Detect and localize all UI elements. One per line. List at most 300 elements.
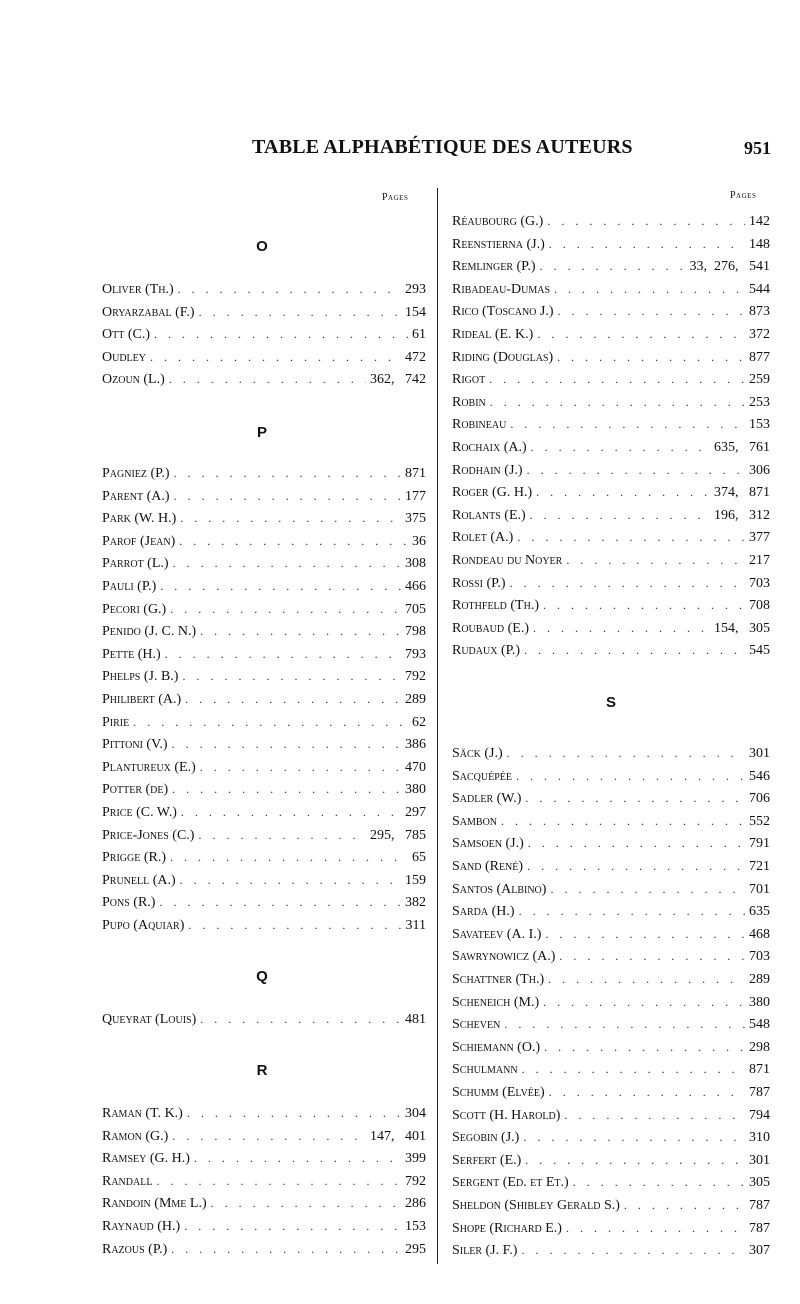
index-entry: [452, 1036, 770, 1058]
author-name: Rondeau du Noyer: [452, 553, 563, 568]
index-entry: [452, 810, 770, 832]
page-references: 721: [749, 859, 770, 874]
author-name: Pette (H.): [102, 646, 161, 662]
dot-leader: [545, 923, 745, 945]
dot-leader: [537, 323, 745, 345]
dot-leader: [540, 255, 686, 277]
page-references: 307: [749, 1243, 770, 1259]
page-references: 61: [412, 327, 426, 343]
index-entry: [102, 462, 426, 484]
dot-leader: [504, 1013, 745, 1035]
index-entry: [102, 1238, 426, 1260]
author-name: Queyrat (Louis): [102, 1012, 197, 1027]
dot-leader: [507, 742, 745, 764]
index-entry: [102, 778, 426, 800]
page-references: 295: [405, 1241, 426, 1257]
author-name: Price (C. W.): [102, 805, 177, 820]
index-entry: [452, 346, 770, 368]
author-name: Scheven: [452, 1017, 501, 1033]
page-references: 380: [749, 994, 770, 1010]
author-name: Schiemann (O.): [452, 1039, 541, 1055]
author-name: Pupo (Aquiar): [102, 918, 185, 933]
author-name: Scheneich (M.): [452, 994, 540, 1010]
author-name: Serfert (E.): [452, 1152, 522, 1168]
page-references: 793: [405, 646, 426, 662]
author-name: Ozoun (L.): [102, 372, 165, 388]
page-references: 871: [749, 1062, 770, 1078]
dot-leader: [154, 323, 408, 345]
page-references: 382: [405, 895, 426, 911]
index-entry: [452, 765, 770, 787]
index-entry: [452, 617, 770, 639]
index-entry: [102, 346, 426, 368]
index-entry: [452, 526, 770, 548]
page-references: 154, 305: [714, 620, 770, 636]
page-references: 708: [749, 598, 770, 614]
dot-leader: [159, 891, 401, 913]
page-references: 703: [749, 949, 770, 965]
page-references: 142: [749, 214, 770, 229]
dot-leader: [566, 549, 745, 571]
author-name: Sambon: [452, 813, 498, 829]
index-entry: [452, 549, 770, 571]
index-entry: [102, 801, 426, 823]
dot-leader: [548, 968, 745, 990]
dot-leader: [523, 1126, 745, 1148]
page-references: 871: [405, 466, 426, 481]
author-name: Parrot (L.): [102, 556, 169, 572]
dot-leader: [543, 594, 745, 616]
author-name: Roger (G. H.): [452, 485, 533, 501]
page-references: 635, 761: [714, 440, 770, 455]
author-name: Prunell (A.): [102, 872, 176, 888]
page-references: 372: [749, 327, 770, 342]
dot-leader: [550, 878, 745, 900]
page-references: 362, 742: [370, 372, 426, 388]
page-references: 148: [749, 236, 770, 252]
index-entry: [452, 1171, 770, 1193]
page-references: 153: [405, 1219, 426, 1234]
page-references: 154: [405, 304, 426, 320]
dot-leader: [170, 846, 408, 868]
author-name: Sarda (H.): [452, 904, 515, 920]
dot-leader: [174, 462, 401, 484]
author-name: Sacquépée: [452, 768, 513, 784]
author-name: Pons (R.): [102, 895, 156, 911]
dot-leader: [172, 1125, 366, 1147]
author-name: Razous (P.): [102, 1241, 168, 1257]
author-name: Raman (T. K.): [102, 1106, 183, 1121]
author-name: Rigot: [452, 372, 486, 388]
index-entry: [452, 436, 770, 458]
dot-leader: [554, 278, 745, 300]
pages-column-label: Pages: [730, 190, 757, 201]
dot-leader: [133, 711, 408, 733]
author-name: Sergent (Ed. et Et.): [452, 1175, 569, 1191]
author-name: Potter (de): [102, 782, 169, 798]
dot-leader: [527, 459, 745, 481]
author-name: Sand (René): [452, 859, 524, 874]
page-references: 298: [749, 1039, 770, 1055]
page-references: 548: [749, 1017, 770, 1033]
index-entry: [102, 278, 426, 300]
page-references: 873: [749, 304, 770, 320]
dot-leader: [150, 346, 401, 368]
index-entry: [452, 923, 770, 945]
dot-leader: [182, 665, 401, 687]
dot-leader: [184, 1215, 401, 1237]
index-entry: [452, 1149, 770, 1171]
author-name: Penido (J. C. N.): [102, 624, 197, 640]
author-name: Rico (Toscano J.): [452, 304, 554, 320]
index-entry: [452, 278, 770, 300]
page-references: 253: [749, 394, 770, 410]
page-references: 177: [405, 488, 426, 504]
dot-leader: [200, 620, 401, 642]
page-references: 794: [749, 1107, 770, 1123]
dot-leader: [510, 413, 745, 435]
page-references: 295, 785: [370, 827, 426, 843]
page-number: 951: [744, 138, 771, 158]
dot-leader: [490, 391, 745, 413]
author-name: Rothfeld (Th.): [452, 598, 539, 614]
author-name: Robin: [452, 394, 486, 410]
page-references: 703: [749, 575, 770, 591]
index-entry: [452, 1058, 770, 1080]
page-references: 305: [749, 1175, 770, 1191]
dot-leader: [559, 945, 745, 967]
index-entry: [102, 530, 426, 552]
dot-leader: [547, 210, 745, 232]
index-entry: [102, 1192, 426, 1214]
dot-leader: [510, 572, 745, 594]
author-name: Randoin (Mme L.): [102, 1196, 207, 1212]
dot-leader: [531, 436, 710, 458]
page-references: 544: [749, 281, 770, 297]
author-name: Plantureux (E.): [102, 759, 196, 775]
dot-leader: [170, 598, 401, 620]
page-references: 62: [412, 714, 426, 730]
index-entry: [452, 1104, 770, 1126]
index-entry: [102, 1102, 426, 1124]
index-entry: [452, 855, 770, 877]
dot-leader: [198, 824, 366, 846]
dot-leader: [519, 900, 745, 922]
dot-leader: [522, 1058, 745, 1080]
page-references: 798: [405, 624, 426, 640]
dot-leader: [194, 1147, 401, 1169]
index-entry: [452, 991, 770, 1013]
index-entry: [452, 368, 770, 390]
author-name: Reenstierna (J.): [452, 236, 545, 252]
page-references: 306: [749, 462, 770, 478]
author-name: Phelps (J. B.): [102, 669, 179, 685]
page-references: 159: [405, 872, 426, 888]
section-letter: S: [605, 694, 616, 711]
dot-leader: [530, 504, 710, 526]
dot-leader: [187, 1102, 401, 1124]
dot-leader: [573, 1171, 745, 1193]
author-name: Oryarzabal (F.): [102, 304, 195, 320]
page-references: 375: [405, 511, 426, 527]
index-entry: [452, 1126, 770, 1148]
page-references: 259: [749, 372, 770, 388]
author-name: Sawrynowicz (A.): [452, 949, 556, 965]
dot-leader: [525, 1149, 745, 1171]
index-entry: [452, 300, 770, 322]
page-references: 792: [405, 669, 426, 685]
index-entry: [452, 639, 770, 661]
index-entry: [102, 688, 426, 710]
author-name: Parof (Jean): [102, 533, 176, 549]
dot-leader: [528, 832, 745, 854]
page-references: 301: [749, 746, 770, 761]
index-entry: [452, 832, 770, 854]
dot-leader: [180, 507, 401, 529]
dot-leader: [566, 1217, 745, 1239]
page-references: 297: [405, 805, 426, 820]
author-name: Rideal (E. K.): [452, 327, 534, 342]
page-references: 65: [412, 850, 426, 866]
page-references: 33, 276, 541: [689, 259, 770, 275]
dot-leader: [564, 1104, 745, 1126]
index-entry: [452, 391, 770, 413]
page-title: TABLE ALPHABÉTIQUE DES AUTEURS: [252, 136, 633, 158]
index-entry: [102, 1125, 426, 1147]
index-entry: [452, 413, 770, 435]
author-name: Savateev (A. I.): [452, 926, 542, 942]
dot-leader: [172, 733, 401, 755]
author-name: Price-Jones (C.): [102, 827, 195, 843]
index-entry: [452, 1013, 770, 1035]
author-name: Oliver (Th.): [102, 282, 174, 297]
author-name: Säck (J.): [452, 746, 503, 761]
index-entry: [102, 620, 426, 642]
page-references: 791: [749, 836, 770, 852]
page-references: 787: [749, 1220, 770, 1236]
page-references: 399: [405, 1151, 426, 1167]
dot-leader: [169, 368, 366, 390]
index-entry: [452, 900, 770, 922]
page-references: 196, 312: [714, 507, 770, 523]
author-name: Oudley: [102, 349, 146, 365]
author-name: Shope (Richard E.): [452, 1220, 562, 1236]
author-name: Sheldon (Shibley Gerald S.): [452, 1198, 620, 1213]
index-entry: [452, 742, 770, 764]
page-references: 787: [749, 1085, 770, 1100]
author-name: Pirie: [102, 714, 130, 730]
index-entry: [452, 878, 770, 900]
page-references: 545: [749, 643, 770, 659]
index-entry: [102, 301, 426, 323]
index-entry: [102, 643, 426, 665]
page-references: 481: [405, 1012, 426, 1027]
author-name: Pittoni (V.): [102, 737, 168, 753]
page-references: 470: [405, 759, 426, 775]
section-letter: O: [256, 238, 268, 255]
index-entry: [452, 787, 770, 809]
page-references: 293: [405, 282, 426, 297]
dot-leader: [489, 368, 745, 390]
author-name: Schumm (Elvée): [452, 1085, 545, 1100]
page-references: 705: [405, 601, 426, 617]
author-name: Sadler (W.): [452, 791, 522, 807]
index-entry: [452, 1239, 770, 1261]
author-name: Robineau: [452, 417, 507, 433]
dot-leader: [543, 991, 745, 1013]
page-references: 304: [405, 1106, 426, 1121]
index-entry: [452, 210, 770, 232]
dot-leader: [188, 914, 401, 936]
index-entry: [452, 504, 770, 526]
author-name: Rossi (P.): [452, 575, 506, 591]
author-name: Réaubourg (G.): [452, 214, 544, 229]
page-references: 286: [405, 1196, 426, 1212]
author-name: Segobin (J.): [452, 1130, 520, 1146]
page-references: 289: [405, 692, 426, 707]
column-divider: [437, 188, 438, 1264]
dot-leader: [200, 756, 401, 778]
author-name: Rodhain (J.): [452, 462, 523, 478]
dot-leader: [172, 778, 401, 800]
page-references: 787: [749, 1198, 770, 1213]
index-entry: [102, 733, 426, 755]
author-name: Schulmann: [452, 1062, 518, 1078]
dot-leader: [171, 1238, 401, 1260]
page-references: 289: [749, 972, 770, 987]
page-references: 701: [749, 881, 770, 897]
index-entry: [102, 1147, 426, 1169]
author-name: Rolet (A.): [452, 530, 514, 546]
dot-leader: [624, 1194, 745, 1216]
index-entry: [102, 824, 426, 846]
index-entry: [102, 368, 426, 390]
index-entry: [102, 485, 426, 507]
index-entry: [102, 869, 426, 891]
index-entry: [452, 945, 770, 967]
author-name: Ribadeau-Dumas: [452, 281, 551, 297]
dot-leader: [178, 278, 401, 300]
page-references: 217: [749, 553, 770, 568]
dot-leader: [179, 530, 408, 552]
author-name: Scott (H. Harold): [452, 1107, 561, 1123]
author-name: Pecori (G.): [102, 601, 167, 617]
author-name: Rochaix (A.): [452, 440, 527, 455]
index-entry: [102, 756, 426, 778]
dot-leader: [173, 552, 401, 574]
page-references: 466: [405, 579, 426, 594]
author-name: Pauli (P.): [102, 579, 157, 594]
author-name: Parent (A.): [102, 488, 170, 504]
index-entry: [102, 598, 426, 620]
page-references: 552: [749, 813, 770, 829]
dot-leader: [174, 485, 401, 507]
page-references: 706: [749, 791, 770, 807]
index-entry: [452, 1194, 770, 1216]
page-references: 468: [749, 926, 770, 942]
index-entry: [102, 1215, 426, 1237]
index-entry: [102, 665, 426, 687]
author-name: Riding (Douglas): [452, 349, 554, 365]
author-name: Pagniez (P.): [102, 466, 170, 481]
page-references: 635: [749, 904, 770, 920]
dot-leader: [156, 1170, 401, 1192]
index-entry: [452, 481, 770, 503]
page-references: 301: [749, 1152, 770, 1168]
pages-column-label: Pages: [382, 192, 409, 203]
page-references: 472: [405, 349, 426, 365]
index-entry: [102, 711, 426, 733]
index-entry: [102, 575, 426, 597]
dot-leader: [521, 1239, 745, 1261]
page-references: 311: [405, 918, 426, 933]
dot-leader: [211, 1192, 401, 1214]
index-entry: [452, 459, 770, 481]
index-entry: [452, 1081, 770, 1103]
dot-leader: [544, 1036, 745, 1058]
index-entry: [102, 1170, 426, 1192]
dot-leader: [180, 869, 401, 891]
page-references: 153: [749, 417, 770, 433]
dot-leader: [517, 526, 745, 548]
dot-leader: [525, 787, 745, 809]
index-entry: [102, 507, 426, 529]
index-entry: [102, 914, 426, 936]
page-references: 380: [405, 782, 426, 798]
index-entry: [102, 891, 426, 913]
author-name: Rudaux (P.): [452, 643, 521, 659]
page-references: 546: [749, 768, 770, 784]
dot-leader: [501, 810, 745, 832]
dot-leader: [536, 481, 710, 503]
page-references: 36: [412, 533, 426, 549]
dot-leader: [516, 765, 745, 787]
dot-leader: [558, 300, 745, 322]
page-references: 310: [749, 1130, 770, 1146]
index-entry: [452, 323, 770, 345]
author-name: Randall: [102, 1173, 153, 1189]
author-name: Park (W. H.): [102, 511, 177, 527]
page-references: 308: [405, 556, 426, 572]
page-references: 377: [749, 530, 770, 546]
index-entry: [452, 255, 770, 277]
author-name: Ramsey (G. H.): [102, 1151, 190, 1167]
author-name: Ramon (G.): [102, 1128, 169, 1144]
index-entry: [102, 846, 426, 868]
index-entry: [102, 1008, 426, 1030]
author-name: Raynaud (H.): [102, 1219, 181, 1234]
section-letter: P: [256, 424, 267, 441]
dot-leader: [533, 617, 710, 639]
dot-leader: [557, 346, 745, 368]
author-name: Santos (Albino): [452, 881, 547, 897]
dot-leader: [160, 575, 401, 597]
index-entry: [102, 552, 426, 574]
dot-leader: [185, 688, 401, 710]
index-entry: [452, 1217, 770, 1239]
page-references: 386: [405, 737, 426, 753]
dot-leader: [549, 1081, 745, 1103]
author-name: Ott (C.): [102, 327, 150, 343]
page-references: 374, 871: [714, 485, 770, 501]
section-letter: Q: [256, 968, 268, 985]
page-references: 147, 401: [370, 1128, 426, 1144]
dot-leader: [181, 801, 401, 823]
dot-leader: [527, 855, 745, 877]
index-entry: [452, 968, 770, 990]
author-name: Siler (J. F.): [452, 1243, 518, 1259]
index-entry: [452, 572, 770, 594]
